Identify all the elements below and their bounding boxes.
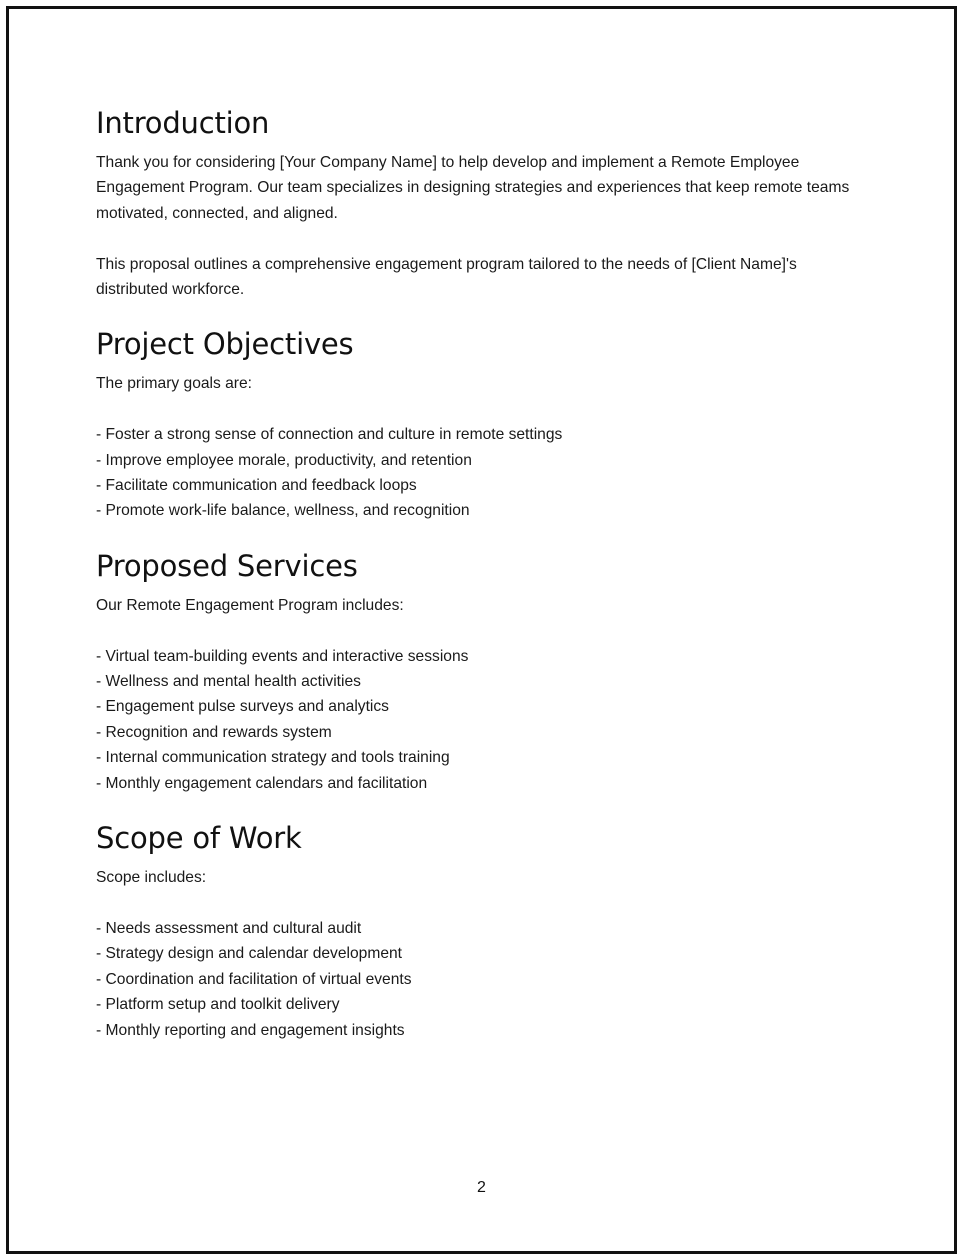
list-item: - Strategy design and calendar development xyxy=(96,945,403,963)
document-page xyxy=(6,6,957,1254)
scope-section xyxy=(96,818,866,1043)
list-item: - Engagement pulse surveys and analytics xyxy=(96,698,389,716)
page-content xyxy=(96,103,866,1043)
list-item: - Virtual team-building events and interactive sessions xyxy=(96,647,469,665)
objectives-section xyxy=(96,324,866,523)
scope-list xyxy=(96,916,866,1043)
introduction-paragraph: Thank you for considering [Your Company Name] to help develop and implement a Remote Employee Engagement Program. Our team specializes in designing strategies and experiences that keep remote teams motivated, connected, and aligned. xyxy=(96,154,850,222)
services-heading: Proposed Services xyxy=(96,548,358,583)
objectives-intro: The primary goals are: xyxy=(96,375,252,393)
page-number: 2 xyxy=(477,1179,486,1196)
list-item: - Wellness and mental health activities xyxy=(96,673,361,691)
introduction-section xyxy=(96,103,866,302)
list-item: - Coordination and facilitation of virtual events xyxy=(96,970,412,988)
scope-intro: Scope includes: xyxy=(96,869,207,887)
list-item: - Internal communication strategy and tools training xyxy=(96,749,450,767)
introduction-heading: Introduction xyxy=(96,106,270,140)
list-item: - Monthly engagement calendars and facilitation xyxy=(96,774,428,792)
services-list xyxy=(96,644,866,796)
list-item: - Improve employee morale, productivity, and retention xyxy=(96,451,472,469)
list-item: - Facilitate communication and feedback loops xyxy=(96,477,417,495)
objectives-heading: Project Objectives xyxy=(96,327,354,362)
list-item: - Platform setup and toolkit delivery xyxy=(96,996,340,1014)
list-item: - Monthly reporting and engagement insights xyxy=(96,1021,405,1039)
list-item: - Needs assessment and cultural audit xyxy=(96,919,362,937)
list-item: - Promote work-life balance, wellness, and recognition xyxy=(96,502,470,520)
list-item: - Recognition and rewards system xyxy=(96,723,332,741)
services-section xyxy=(96,546,866,796)
list-item: - Foster a strong sense of connection and culture in remote settings xyxy=(96,426,563,444)
scope-heading: Scope of Work xyxy=(96,821,302,856)
services-intro: Our Remote Engagement Program includes: xyxy=(96,596,404,614)
objectives-list xyxy=(96,422,866,524)
introduction-paragraph: This proposal outlines a comprehensive engagement program tailored to the needs of [Client Name]'s distributed workforce. xyxy=(96,255,797,299)
